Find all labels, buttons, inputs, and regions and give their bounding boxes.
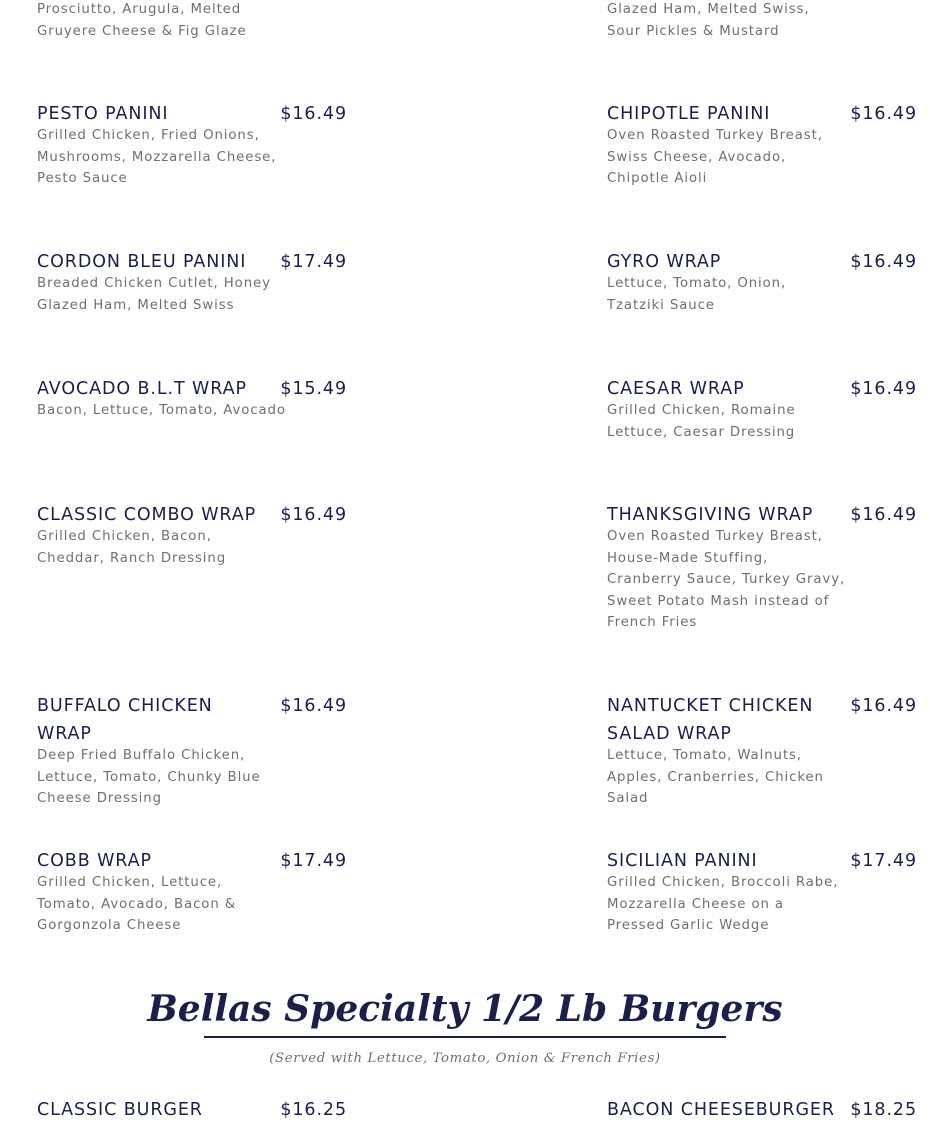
menu-item-bacon-cheeseburger [607,1096,917,1124]
item-price: $16.25 [280,1100,347,1120]
menu-item-sicilian-panini [607,847,917,937]
item-description: Oven Roasted Turkey Breast, House-Made Stuffing, Cranberry Sauce, Turkey Gravy, Sweet Potato Mash instead of French Fries [607,529,846,630]
item-price: $17.49 [280,252,347,272]
item-name: CORDON BLEU PANINI [37,252,247,272]
item-description: Glazed Ham, Melted Swiss, Sour Pickles & Mustard [607,2,810,39]
item-description: Grilled Chicken, Lettuce, Tomato, Avocado, Bacon & Gorgonzola Cheese [37,875,237,933]
menu-item-cobb-wrap [37,847,347,937]
item-name: CLASSIC BURGER [37,1100,203,1120]
menu-item-chipotle-panini [607,100,917,190]
item-name: COBB WRAP [37,851,152,871]
item-description: Breaded Chicken Cutlet, Honey Glazed Ham, Melted Swiss [37,276,271,313]
menu-item-classic-combo-wrap [37,501,347,569]
item-name: CHIPOTLE PANINI [607,104,771,124]
item-description: Grilled Chicken, Fried Onions, Mushrooms, Mozzarella Cheese, Pesto Sauce [37,128,277,186]
item-price: $17.49 [280,851,347,871]
item-price: $16.49 [280,505,347,525]
item-description: Prosciutto, Arugula, Melted Gruyere Cheese & Fig Glaze [37,2,247,39]
menu-item-top-right [607,2,917,42]
menu-item-gyro-wrap [607,248,917,316]
section-subtitle: (Served with Lettuce, Tomato, Onion & French Fries) [269,1051,661,1066]
item-name: CLASSIC COMBO WRAP [37,505,257,525]
item-name: PESTO PANINI [37,104,169,124]
section-title: Bellas Specialty 1/2 Lb Burgers [147,988,783,1030]
section-divider [204,1036,726,1038]
menu-item-top-left [37,2,347,42]
menu-item-avocado-blt-wrap [37,375,347,422]
item-name: GYRO WRAP [607,252,722,272]
item-description: Lettuce, Tomato, Onion, Tzatziki Sauce [607,276,787,313]
item-price: $18.25 [850,1100,917,1120]
item-price: $16.49 [850,505,917,525]
item-price: $17.49 [850,851,917,871]
item-description: Bacon, Lettuce, Tomato, Avocado [37,403,286,418]
item-description: Grilled Chicken, Broccoli Rabe, Mozzarella Cheese on a Pressed Garlic Wedge [607,875,839,933]
item-description: Lettuce, Tomato, Walnuts, Apples, Cranberries, Chicken Salad [607,748,824,806]
item-price: $16.49 [280,104,347,124]
menu-item-thanksgiving-wrap [607,501,917,634]
item-name: AVOCADO B.L.T WRAP [37,379,247,399]
item-price: $16.49 [280,696,347,716]
menu-item-classic-burger [37,1096,347,1124]
menu-item-nantucket-chicken-salad-wrap [607,692,917,810]
item-price: $16.49 [850,696,917,716]
item-price: $15.49 [280,379,347,399]
menu-item-pesto-panini [37,100,347,190]
item-name: THANKSGIVING WRAP [607,505,814,525]
item-description: Grilled Chicken, Bacon, Cheddar, Ranch Dressing [37,529,227,566]
item-name: BACON CHEESEBURGER [607,1100,835,1120]
item-description: Oven Roasted Turkey Breast, Swiss Cheese, Avocado, Chipotle Aioli [607,128,823,186]
item-description: Grilled Chicken, Romaine Lettuce, Caesar Dressing [607,403,796,440]
item-price: $16.49 [850,379,917,399]
menu-item-buffalo-chicken-wrap [37,692,347,810]
item-name: SICILIAN PANINI [607,851,758,871]
menu-item-caesar-wrap [607,375,917,443]
item-name: CAESAR WRAP [607,379,745,399]
item-name: BUFFALO CHICKEN WRAP [37,696,213,744]
item-description: Deep Fried Buffalo Chicken, Lettuce, Tomato, Chunky Blue Cheese Dressing [37,748,261,806]
menu-item-cordon-bleu-panini [37,248,347,316]
item-price: $16.49 [850,252,917,272]
item-price: $16.49 [850,104,917,124]
item-name: NANTUCKET CHICKEN SALAD WRAP [607,696,814,744]
